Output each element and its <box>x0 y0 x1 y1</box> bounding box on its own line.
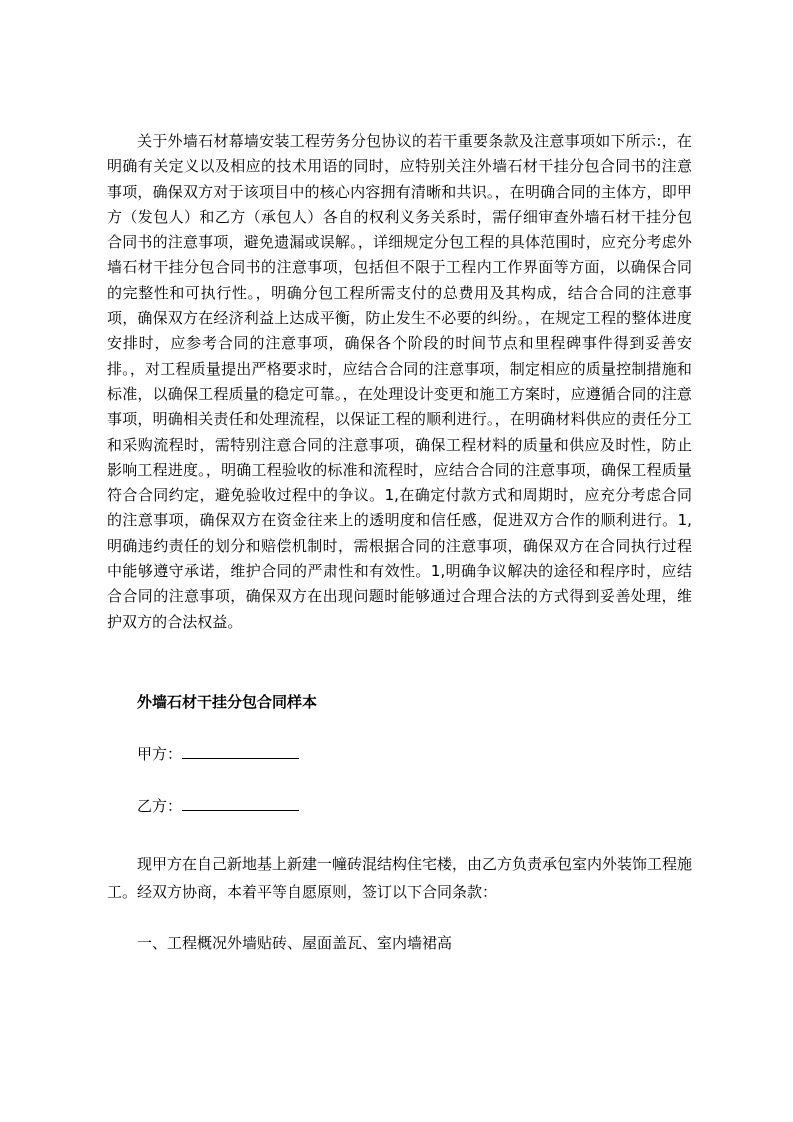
party-a-line <box>137 743 299 765</box>
section-1-heading: 一、工程概况外墙贴砖、屋面盖瓦、室内墙裙高 <box>137 934 453 952</box>
contract-sample-title: 外墙石材干挂分包合同样本 <box>137 693 318 711</box>
intro-paragraph: 关于外墙石材幕墙安装工程劳务分包协议的若干重要条款及注意事项如下所示:，在明确有关定义以及相应的技术用语的同时，应特别关注外墙石材干挂分包合同书的注意事项，确保双方对于该项目中的核心内容拥有清晰和共识。，在明确合同的主体方，即甲方（发包人）和乙方（承包人）各自的权利义务关系时，需仔细审查外墙石材干挂分包合同书的注意事项，避免遗漏或误解。，详细规定分包工程的具体范围时，应充分考虑外墙石材干挂分包合同书的注意事项，包括但不限于工程内工作界面等方面，以确保合同的完整性和可执行性。，明确分包工程所需支付的总费用及其构成，结合合同的注意事项，确保双方在经济利益上达成平衡，防止发生不必要的纠纷。，在规定工程的整体进度安排时，应参考合同的注意事项，确保各个阶段的时间节点和里程碑事件得到妥善安排。，对工程质量提出严格要求时，应结合合同的注意事项，制定相应的质量控制措施和标准，以确保工程质量的稳定可靠。，在处理设计变更和施工方案时，应遵循合同的注意事项，明确相关责任和处理流程，以保证工程的顺利进行。，在明确材料供应的责任分工和采购流程时，需特别注意合同的注意事项，确保工程材料的质量和供应及时性，防止影响工程进度。，明确工程验收的标准和流程时，应结合合同的注意事项，确保工程质量符合合同约定，避免验收过程中的争议。1,在确定付款方式和周期时，应充分考虑合同的注意事项，确保双方在资金往来上的透明度和信任感，促进双方合作的顺利进行。1,明确违约责任的划分和赔偿机制时，需根据合同的注意事项，确保双方在合同执行过程中能够遵守承诺，维护合同的严肃性和有效性。1,明确争议解决的途径和程序时，应结合合同的注意事项，确保双方在出现问题时能够通过合理合法的方式得到妥善处理，维护双方的合法权益。 <box>107 132 692 631</box>
party-b-label: 乙方： <box>137 797 183 815</box>
contract-body-paragraph: 现甲方在自己新地基上新建一幢砖混结构住宅楼，由乙方负责承包室内外装饰工程施工。经双方协商，本着平等自愿原则，签订以下合同条款： <box>107 855 693 901</box>
party-b-blank <box>182 795 299 811</box>
party-b-line <box>137 795 299 817</box>
party-a-blank <box>182 743 299 759</box>
party-a-label: 甲方： <box>137 745 183 763</box>
